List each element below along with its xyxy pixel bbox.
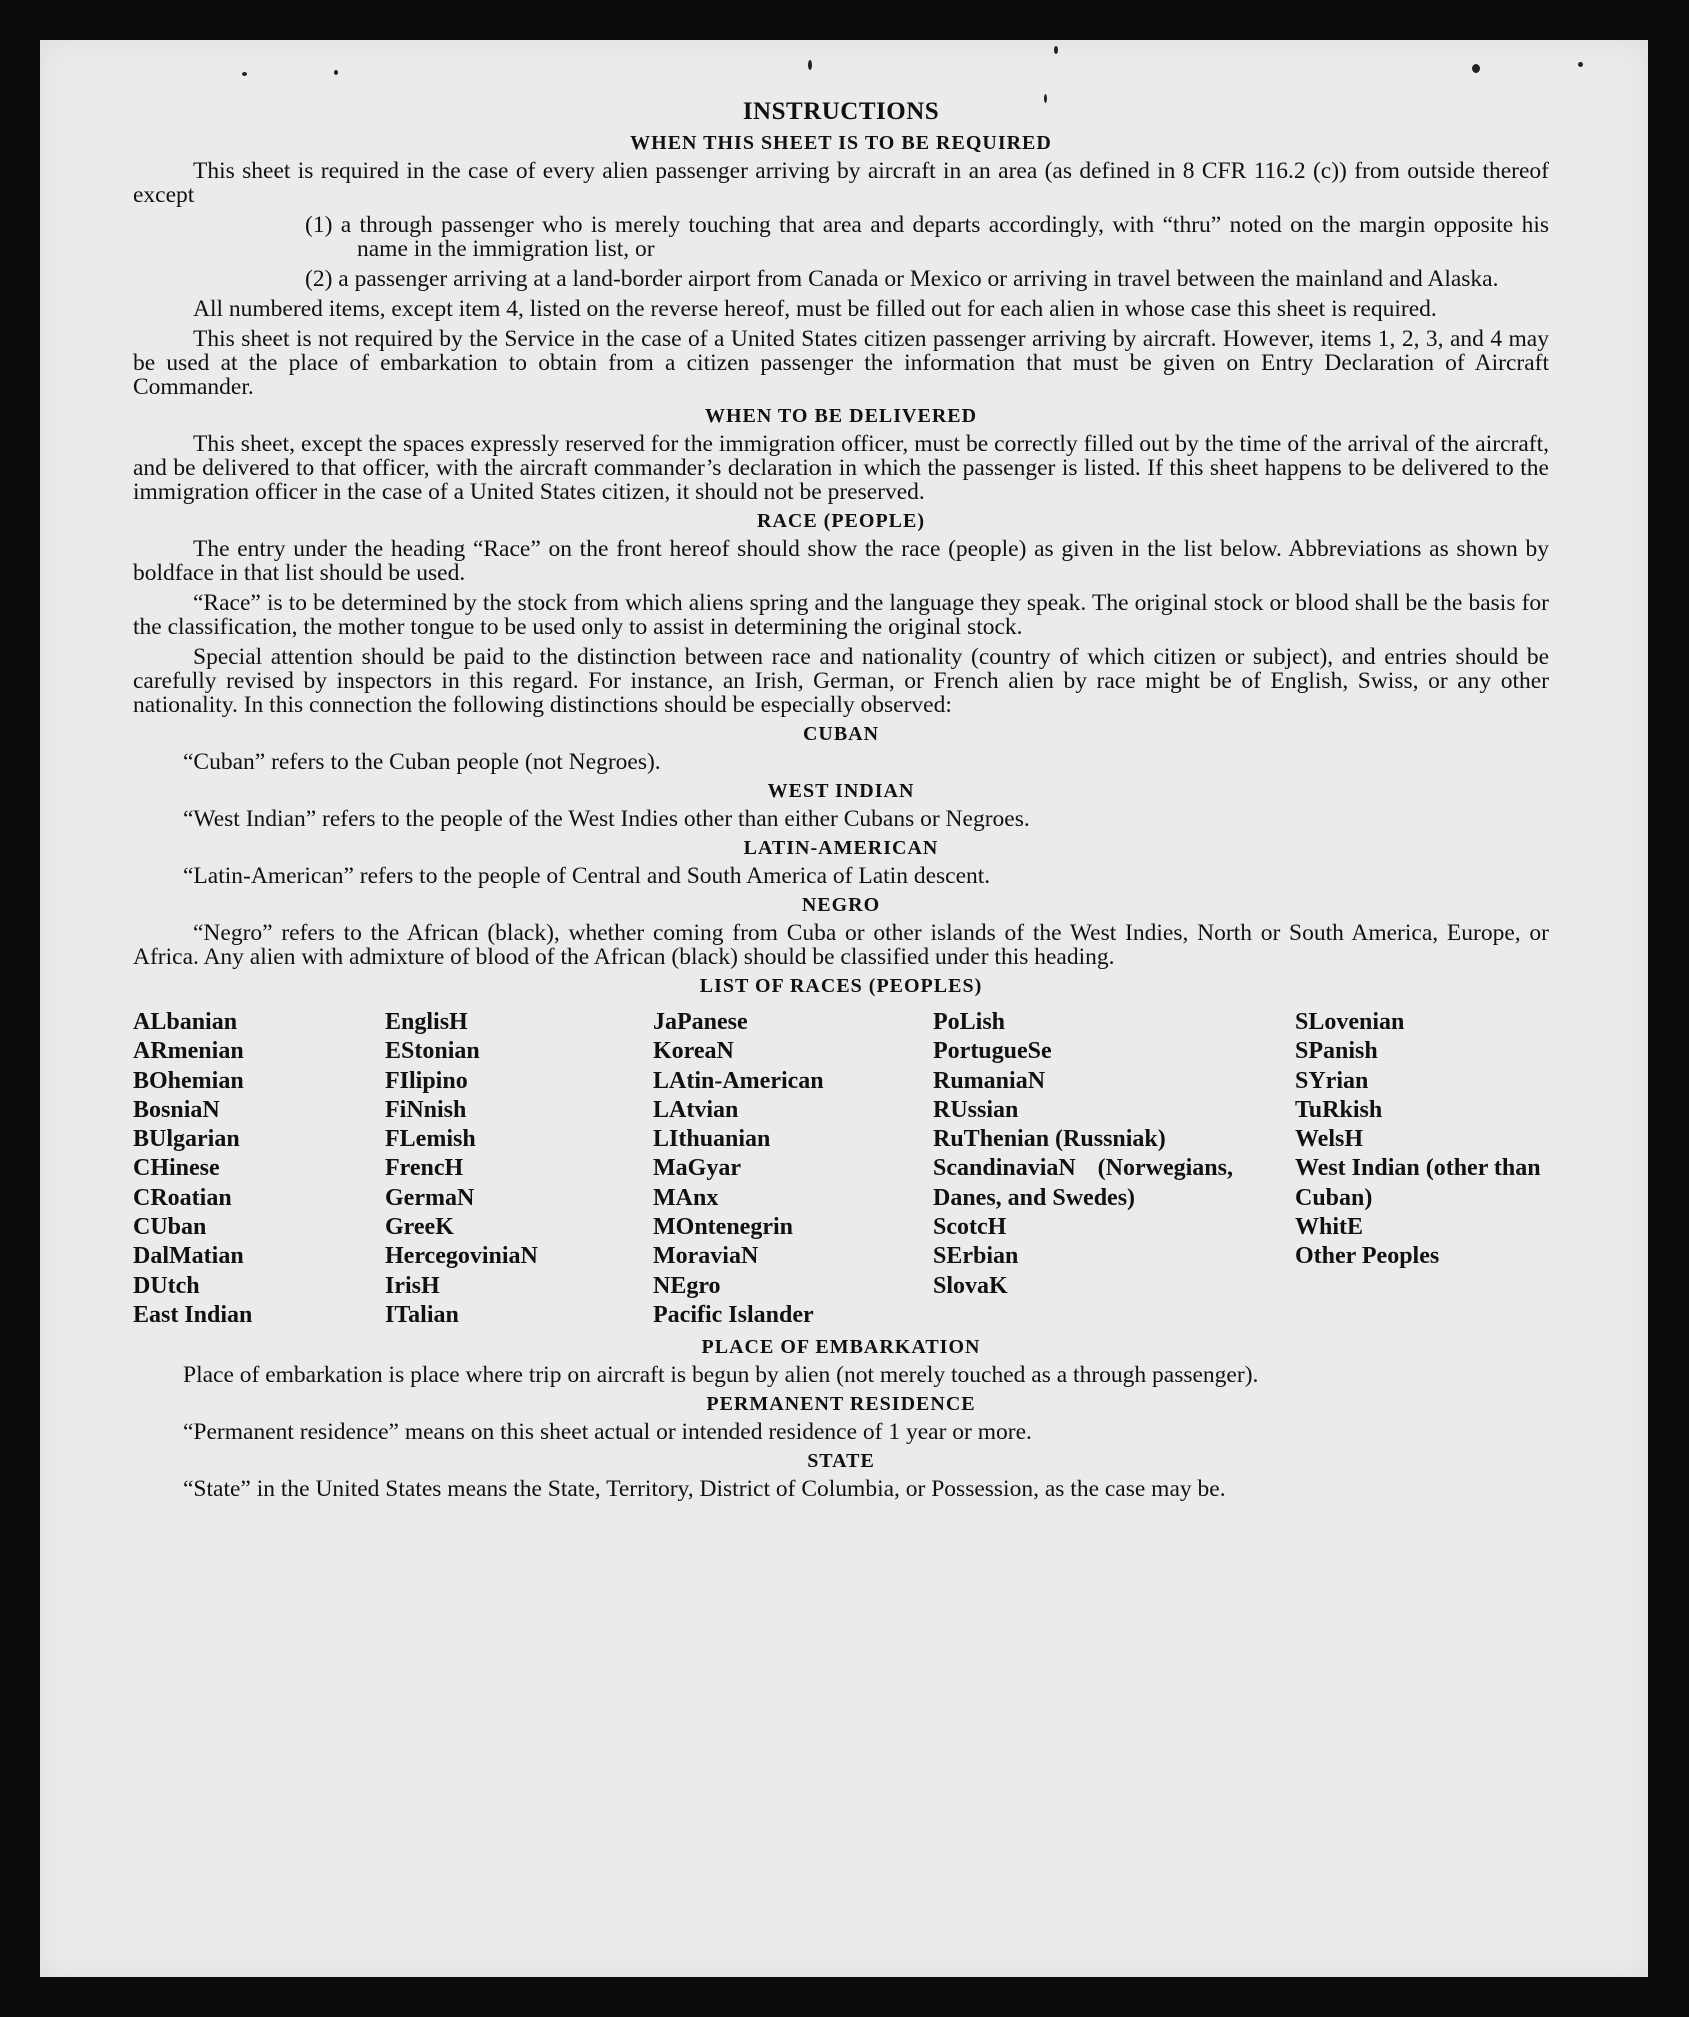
races-column-3 [653, 1008, 933, 1330]
heading-embarkation: PLACE OF EMBARKATION [701, 1336, 981, 1359]
race-paragraph-3: Special attention should be paid to the distinction between race and nationality (country of which citizen or subject), and entries should be carefully revised by inspectors in this regard. For instance, an Irish, German, or French alien by race might be of English, Swiss, or any other nationality. In this connection the following distinctions should be especially observed: [133, 644, 1549, 718]
scan-speck [242, 72, 247, 76]
embarkation-text: Place of embarkation is place where trip on aircraft is begun by alien (not merely touched as a through passenger). [183, 1362, 1259, 1389]
races-column-5 [1295, 1008, 1549, 1330]
heading-residence: PERMANENT RESIDENCE [706, 1393, 976, 1416]
race-entry: FLemish [385, 1126, 476, 1153]
race-entry: RUssian [933, 1096, 1019, 1123]
required-item-1: (1) a through passenger who is merely touching that area and departs accordingly, with “thru” noted on the margin opposite his name in the immigration list, or [305, 212, 1549, 262]
race-entry: CHinese [133, 1155, 220, 1182]
race-entry: PortugueSe [933, 1038, 1052, 1065]
heading-negro: NEGRO [801, 894, 881, 916]
race-entry: FrencH [385, 1155, 464, 1182]
race-entry: RumaniaN [933, 1067, 1046, 1094]
race-paragraph-1: The entry under the heading “Race” on the front hereof should show the race (people) as given in the list below. Abbreviations as shown by boldface in that list should be used. [133, 536, 1549, 586]
race-entry: DUtch [133, 1272, 200, 1299]
required-citizen: This sheet is not required by the Service in the case of a United States citizen passenger arriving by aircraft. However, items 1, 2, 3, and 4 may be used at the place of embarkation to obtain from a citizen passenger the information that must be given on Entry Declaration of Aircraft Commander. [133, 326, 1549, 400]
race-entry: ScandinaviaN (Norwegians, Danes, and Swedes) [933, 1155, 1233, 1211]
heading-cuban: CUBAN [802, 723, 880, 745]
race-entry: CUban [133, 1214, 207, 1241]
scan-speck [1472, 64, 1480, 73]
race-entry: SErbian [933, 1243, 1019, 1270]
race-entry: Other Peoples [1295, 1243, 1440, 1270]
west-indian-text: “West Indian” refers to the people of the West Indies other than either Cubans or Negroes. [183, 806, 1030, 832]
races-column-2 [385, 1008, 653, 1330]
instructions-content [133, 98, 1549, 1507]
races-column-4 [933, 1008, 1295, 1330]
race-entry: ALbanian [133, 1009, 238, 1035]
race-entry: FIlipino [385, 1067, 468, 1094]
race-entry: ITalian [385, 1301, 459, 1328]
race-entry: LAtvian [653, 1096, 739, 1123]
latin-american-text: “Latin-American” refers to the people of Central and South America of Latin descent. [183, 863, 991, 889]
heading-race: RACE (PEOPLE) [757, 510, 925, 532]
race-entry: JaPanese [653, 1009, 748, 1035]
race-entry: East Indian [133, 1301, 253, 1328]
race-entry: CRoatian [133, 1184, 232, 1211]
race-entry: MOntenegrin [653, 1214, 793, 1241]
race-entry: GreeK [385, 1214, 454, 1241]
race-entry: TuRkish [1295, 1096, 1383, 1123]
heading-west-indian: WEST INDIAN [767, 780, 915, 802]
race-entry: BOhemian [133, 1067, 244, 1094]
race-entry: West Indian (other than Cuban) [1295, 1155, 1541, 1211]
race-entry: LIthuanian [653, 1126, 771, 1153]
race-entry: MaGyar [653, 1155, 741, 1182]
race-entry: WelsH [1295, 1126, 1364, 1153]
races-table [133, 1008, 1549, 1330]
race-entry: ARmenian [133, 1038, 244, 1065]
scan-speck [334, 70, 338, 75]
race-entry: LAtin-American [653, 1067, 824, 1094]
race-entry: MAnx [653, 1184, 719, 1211]
page-title: INSTRUCTIONS [742, 98, 940, 125]
race-entry: MoraviaN [653, 1243, 759, 1270]
document-page [40, 40, 1648, 1977]
race-entry: EStonian [385, 1038, 480, 1065]
race-entry: Pacific Islander [653, 1301, 814, 1328]
scan-speck [1578, 62, 1583, 67]
scan-speck [808, 60, 812, 70]
cuban-text: “Cuban” refers to the Cuban people (not Negroes). [183, 749, 661, 775]
heading-state: STATE [807, 1450, 875, 1473]
state-text: “State” in the United States means the State, Territory, District of Columbia, or Possession, as the case may be. [183, 1476, 1226, 1503]
race-entry: DalMatian [133, 1243, 244, 1270]
race-entry: NEgro [653, 1272, 721, 1299]
heading-delivered: WHEN TO BE DELIVERED [704, 405, 978, 427]
required-item-2: (2) a passenger arriving at a land-border airport from Canada or Mexico or arriving in travel between the mainland and Alaska. [305, 266, 1499, 292]
heading-required: WHEN THIS SHEET IS TO BE REQUIRED [630, 132, 1052, 154]
race-entry: HercegoviniaN [385, 1243, 538, 1270]
race-entry: GermaN [385, 1184, 475, 1211]
race-paragraph-2: “Race” is to be determined by the stock from which aliens spring and the language they speak. The original stock or blood shall be the basis for the classification, the mother tongue to be used only to assist in determining the original stock. [133, 590, 1549, 640]
race-entry: EnglisH [385, 1009, 468, 1035]
residence-text: “Permanent residence” means on this sheet actual or intended residence of 1 year or more. [183, 1419, 1032, 1446]
delivered-text: This sheet, except the spaces expressly reserved for the immigration officer, must be correctly filled out by the time of the arrival of the aircraft, and be delivered to that officer, with the aircraft commander’s declaration in which the passenger is listed. If this sheet happens to be delivered to the immigration officer in the case of a United States citizen, it should not be preserved. [133, 431, 1549, 505]
race-entry: BosniaN [133, 1096, 220, 1123]
race-entry: KoreaN [653, 1038, 734, 1065]
race-entry: SYrian [1295, 1067, 1369, 1094]
heading-races-list: LIST OF RACES (PEOPLES) [699, 975, 983, 997]
races-column-1 [133, 1008, 385, 1330]
scan-speck [1054, 46, 1058, 54]
race-entry: WhitE [1295, 1214, 1364, 1241]
race-entry: RuThenian (Russniak) [933, 1126, 1166, 1153]
negro-text: “Negro” refers to the African (black), whether coming from Cuba or other islands of the West Indies, North or South America, Europe, or Africa. Any alien with admixture of blood of the African (black) should be classified under this heading. [133, 920, 1549, 970]
required-numbered: All numbered items, except item 4, listed on the reverse hereof, must be filled out for each alien in whose case this sheet is required. [193, 296, 1437, 322]
race-entry: SPanish [1295, 1038, 1378, 1065]
race-entry: SLovenian [1295, 1009, 1405, 1035]
race-entry: ScotcH [933, 1214, 1007, 1241]
race-entry: IrisH [385, 1272, 440, 1299]
race-entry: BUlgarian [133, 1126, 240, 1153]
race-entry: FiNnish [385, 1096, 467, 1123]
race-entry: PoLish [933, 1009, 1006, 1035]
heading-latin-american: LATIN-AMERICAN [743, 837, 939, 859]
required-intro: This sheet is required in the case of every alien passenger arriving by aircraft in an area (as defined in 8 CFR 116.2 (c)) from outside thereof except [133, 158, 1549, 208]
race-entry: SlovaK [933, 1272, 1008, 1299]
